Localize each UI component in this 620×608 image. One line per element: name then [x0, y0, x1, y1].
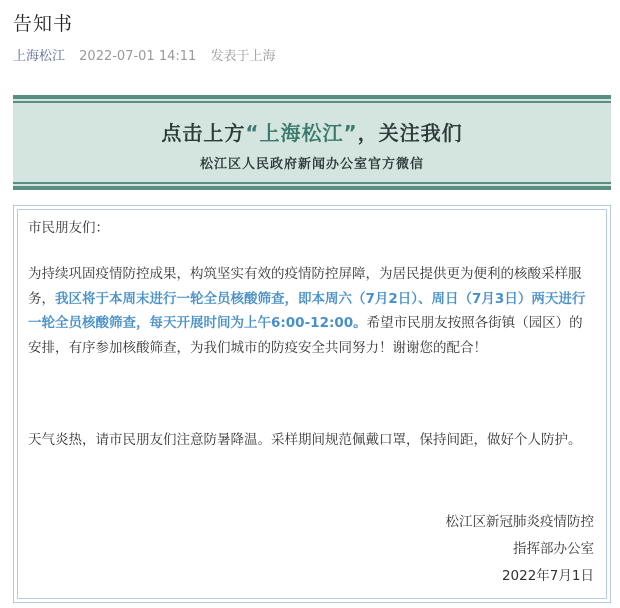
banner-headline-account: “上海松江” — [245, 121, 358, 145]
account-name-link[interactable]: 上海松江 — [13, 49, 66, 64]
banner-headline-post: ，关注我们 — [357, 121, 463, 145]
letter-greeting: 市民朋友们： — [28, 220, 109, 236]
banner-subtitle: 松江区人民政府新闻办公室官方微信 — [199, 157, 424, 172]
signature-line-1: 松江区新冠肺炎疫情防控 — [445, 514, 594, 530]
publish-location: 发表于上海 — [210, 49, 276, 64]
follow-banner[interactable] — [13, 95, 611, 190]
banner-headline — [13, 117, 611, 146]
banner-top-border-thin — [13, 101, 611, 103]
signature-date: 2022年7月1日 — [501, 568, 594, 584]
letter-body-paragraph — [28, 262, 593, 360]
publish-datetime: 2022-07-01 14:11 — [79, 49, 197, 64]
notice-letter-box — [13, 205, 611, 603]
signature-line-2: 指挥部办公室 — [513, 541, 594, 557]
letter-tip-paragraph: 天气炎热，请市民朋友们注意防暑降温。采样期间规范佩戴口罩，保持间距，做好个人防护。 — [28, 432, 582, 448]
letter-body-intro: 为持续巩固疫情防控成果，构筑坚实有效的疫情防控屏障，为居民提供更为便利的核酸采样服务， — [28, 266, 582, 307]
article-meta — [13, 45, 275, 64]
banner-bottom-border — [13, 186, 611, 190]
letter-body-highlight: 我区将于本周末进行一轮全员核酸筛查，即本周六（7月2日）、周日（7月3日）两天进行一轮全员核酸筛查，每天开展时间为上午6:00-12:00。 — [28, 290, 586, 331]
banner-headline-pre: 点击上方 — [161, 121, 246, 145]
banner-bottom-border-thin — [13, 182, 611, 184]
banner-top-border — [13, 95, 611, 99]
letter-body-closing: 希望市民朋友按照各街镇（园区）的安排，有序参加核酸筛查，为我们城市的防疫安全共同努力！谢谢您的配合！ — [28, 315, 583, 356]
article-title: 告知书 — [13, 13, 74, 35]
